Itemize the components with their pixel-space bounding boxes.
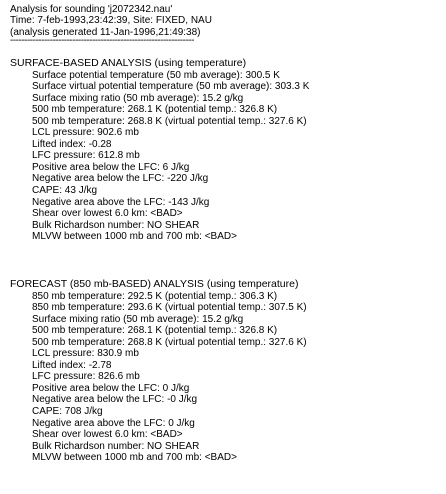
surface-based-analysis-section <box>10 58 309 243</box>
500mb-temperature-potential: 500 mb temperature: 268.1 K (potential temp.: 326.8 K) <box>32 325 278 337</box>
bulk-richardson-number: Bulk Richardson number: NO SHEAR <box>32 440 200 452</box>
cape: CAPE: 708 J/kg <box>32 406 103 418</box>
surface-mixing-ratio: Surface mixing ratio (50 mb average): 15.2 g/kg <box>32 313 244 325</box>
lfc-pressure: LFC pressure: 612.8 mb <box>32 150 140 162</box>
lifted-index: Lifted index: -2.78 <box>32 359 112 371</box>
surface-virtual-potential-temperature: Surface virtual potential temperature (50 mb average): 303.3 K <box>32 81 310 93</box>
shear-lowest-6km: Shear over lowest 6.0 km: <BAD> <box>32 208 183 220</box>
mlvw-1000-700mb: MLVW between 1000 mb and 700 mb: <BAD> <box>32 231 237 243</box>
bulk-richardson-number: Bulk Richardson number: NO SHEAR <box>32 219 200 231</box>
mlvw-1000-700mb: MLVW between 1000 mb and 700 mb: <BAD> <box>32 452 237 464</box>
surface-mixing-ratio: Surface mixing ratio (50 mb average): 15.2 g/kg <box>32 92 244 104</box>
sounding-file-line: Analysis for sounding 'j2072342.nau' <box>10 4 173 15</box>
forecast-analysis-section <box>10 279 307 464</box>
500mb-temperature-potential: 500 mb temperature: 268.1 K (potential temp.: 326.8 K) <box>32 104 278 116</box>
generated-date-line: (analysis generated 11-Jan-1996,21:49:38) <box>10 26 201 38</box>
positive-area-below-lfc: Positive area below the LFC: 6 J/kg <box>32 161 190 173</box>
analysis-header <box>10 4 212 45</box>
lcl-pressure: LCL pressure: 830.9 mb <box>32 348 139 360</box>
shear-lowest-6km: Shear over lowest 6.0 km: <BAD> <box>32 429 183 441</box>
surface-section-title: SURFACE-BASED ANALYSIS (using temperature) <box>10 57 247 69</box>
negative-area-below-lfc: Negative area below the LFC: -0 J/kg <box>32 394 198 406</box>
lcl-pressure: LCL pressure: 902.6 mb <box>32 127 139 139</box>
surface-potential-temperature: Surface potential temperature (50 mb average): 300.5 K <box>32 69 280 81</box>
header-divider: ----------------------------------------------------------------- <box>10 37 194 45</box>
850mb-temperature-potential: 850 mb temperature: 292.5 K (potential temp.: 306.3 K) <box>32 290 278 302</box>
500mb-temperature-virtual-potential: 500 mb temperature: 268.8 K (virtual potential temp.: 327.6 K) <box>32 115 307 127</box>
forecast-section-title: FORECAST (850 mb-BASED) ANALYSIS (using temperature) <box>10 278 299 290</box>
time-site-line: Time: 7-feb-1993,23:42:39, Site: FIXED, NAU <box>10 15 212 27</box>
lifted-index: Lifted index: -0.28 <box>32 138 112 150</box>
850mb-temperature-virtual-potential: 850 mb temperature: 293.6 K (virtual potential temp.: 307.5 K) <box>32 302 307 314</box>
positive-area-below-lfc: Positive area below the LFC: 0 J/kg <box>32 382 190 394</box>
negative-area-above-lfc: Negative area above the LFC: 0 J/kg <box>32 417 195 429</box>
500mb-temperature-virtual-potential: 500 mb temperature: 268.8 K (virtual potential temp.: 327.6 K) <box>32 336 307 348</box>
negative-area-above-lfc: Negative area above the LFC: -143 J/kg <box>32 196 210 208</box>
lfc-pressure: LFC pressure: 826.6 mb <box>32 371 140 383</box>
negative-area-below-lfc: Negative area below the LFC: -220 J/kg <box>32 173 209 185</box>
cape: CAPE: 43 J/kg <box>32 185 98 197</box>
